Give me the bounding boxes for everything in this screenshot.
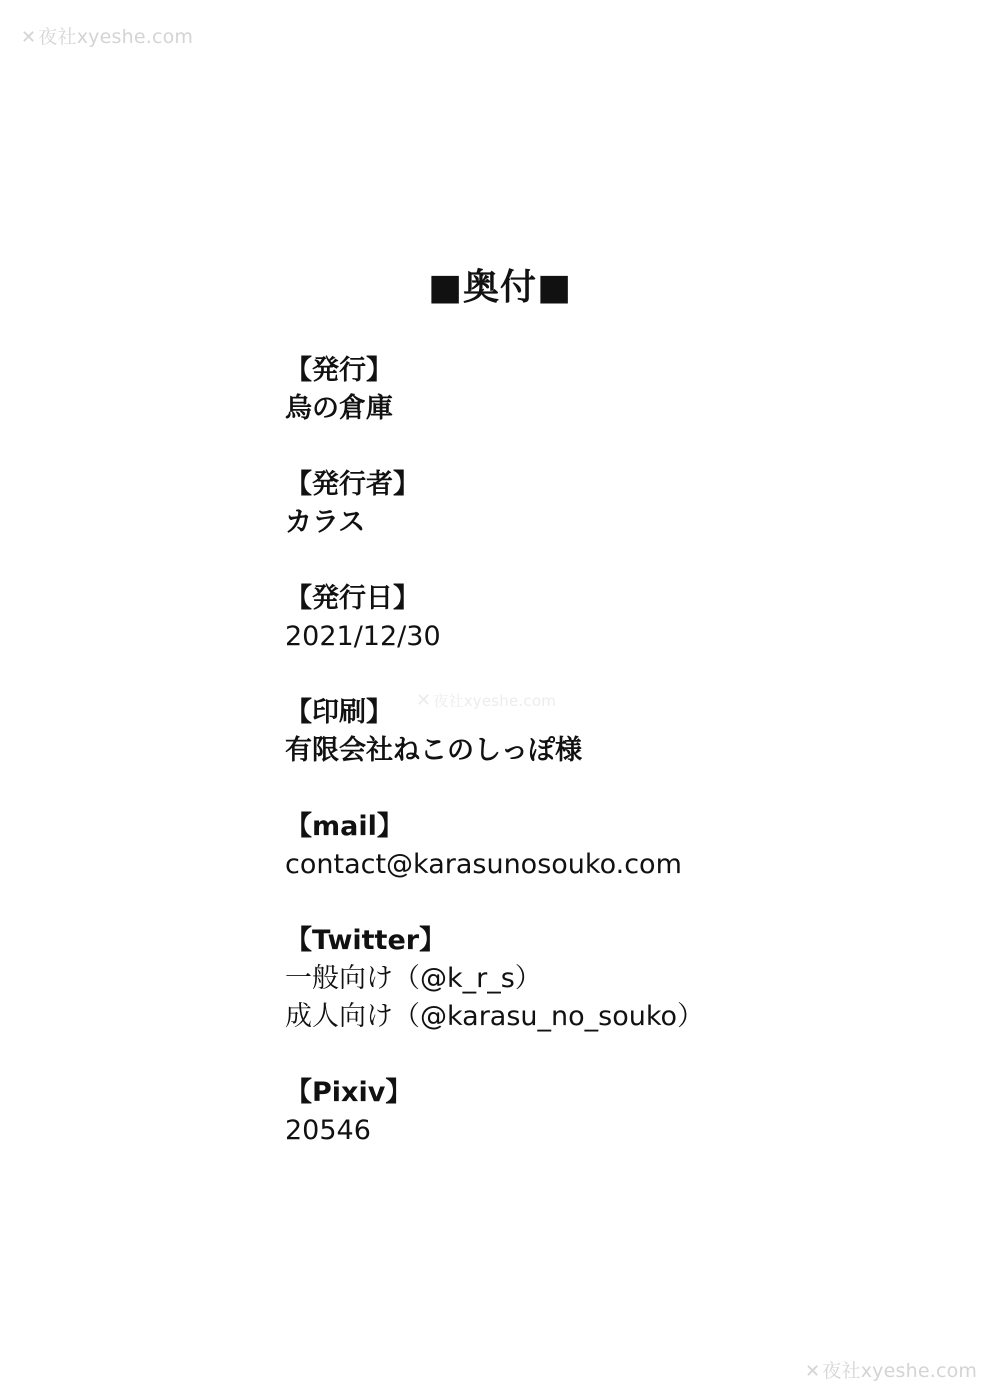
section-printer — [285, 694, 985, 770]
watermark-top — [21, 22, 193, 49]
page-title: ■奥付■ — [427, 267, 573, 308]
publisher-name: 烏の倉庫 — [285, 393, 393, 424]
section-twitter — [285, 922, 985, 1036]
section-label: 【mail】 — [285, 811, 404, 842]
watermark-text: 夜社xyeshe.com — [822, 1360, 978, 1382]
email-address: contact@karasunosouko.com — [285, 849, 682, 880]
watermark-text: 夜社xyeshe.com — [433, 692, 557, 710]
publish-date: 2021/12/30 — [285, 621, 441, 652]
watermark-bottom — [805, 1356, 977, 1383]
printer-name: 有限会社ねこのしっぽ様 — [285, 735, 582, 766]
section-label: 【発行日】 — [285, 583, 420, 614]
x-logo-icon: ✕ — [805, 1361, 821, 1382]
section-label: 【Twitter】 — [285, 925, 447, 956]
x-logo-icon: ✕ — [21, 27, 37, 48]
section-pixiv — [285, 1074, 985, 1150]
x-logo-icon: ✕ — [416, 690, 432, 711]
twitter-adult: 成人向け（@karasu_no_souko） — [285, 1001, 705, 1032]
section-date — [285, 580, 985, 656]
watermark-text: 夜社xyeshe.com — [38, 26, 194, 48]
pixiv-id: 20546 — [285, 1115, 371, 1146]
section-publisher — [285, 352, 985, 428]
author-name: カラス — [285, 507, 366, 538]
section-mail — [285, 808, 985, 884]
section-label: 【発行者】 — [285, 469, 420, 500]
colophon — [285, 352, 985, 1188]
section-label: 【Pixiv】 — [285, 1077, 413, 1108]
section-label: 【印刷】 — [285, 697, 393, 728]
twitter-general: 一般向け（@k_r_s） — [285, 963, 542, 994]
section-author — [285, 466, 985, 542]
section-label: 【発行】 — [285, 355, 393, 386]
